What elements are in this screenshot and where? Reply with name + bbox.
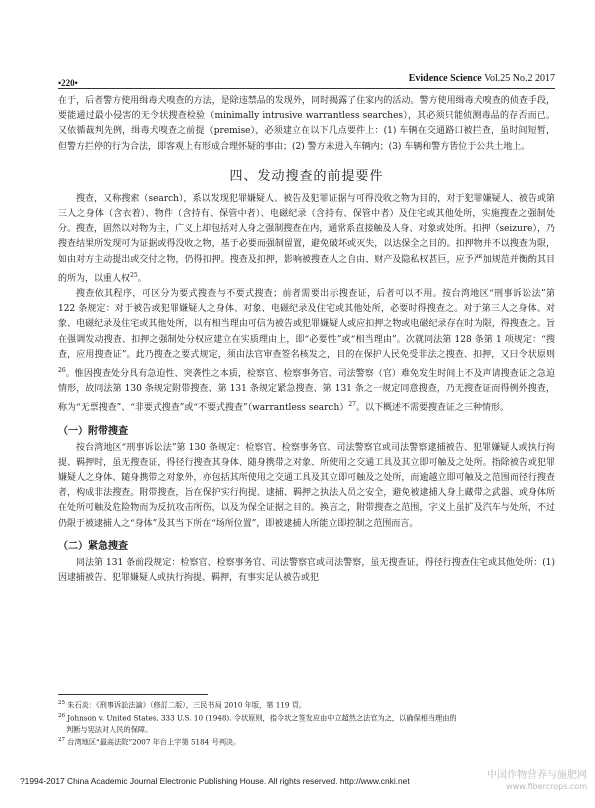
paragraph-incident-search: 按台湾地区“刑事诉讼法”第 130 条规定：检察官、检察事务官、司法警察官或司法警察逮捕被告、犯罪嫌疑人或执行拘提、羁押时，虽无搜查证，得径行搜查其身体、随身携带之对象、所使用之交通工具及其立即可触及之处所。指除被告或犯罪嫌疑人之身体、随身携带之对象外，亦包括其所使用之交通工具及其立即可触及之处所，而逾越立即可触及之范围而径行搜查者，构成非法搜查。附带搜查，旨在保护实行拘提、逮捕、羁押之执法人员之安全，避免被逮捕人身上藏带之武器、或身体所在处所可触及危险物而为反抗攻击所伤，以及为保全证据之目的。换言之，附带搜查之范围，字义上虽扩及汽车与处所，不过仍限于被逮捕人之“身体”及其当下所在“场所位置”，即被逮捕人所能立即控制之范围而言。 bbox=[58, 442, 555, 529]
site-watermark bbox=[487, 770, 587, 792]
paragraph-end: 。 bbox=[137, 273, 147, 284]
paragraph-text: 搜查，又称搜索（search），系以发现犯罪嫌疑人、被告及犯罪证据与可得没收之物为目的，对于犯罪嫌疑人、被告或第三人之身体（含衣着）、物件（含持有、保管中者）、电磁纪录（含持有、保管中者）及住宅或其他处所，实施搜查之强制处分。搜查，固然以对物为主，广义上却包括对人身之强制搜查在内，通常系直接触及人身、对象或处所。扣押（seizure），乃搜查结果所发现可为证据或得没收之物，基于必要而强制留置，避免破坏或灭失，以达保全之目的。扣押物并不以搜查为限，如由对方主动提出或交付之物，仍得扣押。搜查及扣押，影响被搜查人之自由、财产及隐私权甚巨，应予严加规范并衡酌其目的所为，以重人权 bbox=[58, 193, 555, 284]
journal-header bbox=[409, 73, 555, 84]
footnote-number: 25 bbox=[58, 700, 65, 706]
footnote-text: Johnson v. United States, 333 U.S. 10 (1948). 令状原则，指令状之签发应由中立超然之法官为之，以确保相当理由的 bbox=[67, 713, 457, 723]
footnote-number: 27 bbox=[58, 737, 65, 743]
footnote-25 bbox=[58, 698, 555, 711]
footnote-26 bbox=[58, 711, 555, 724]
header-divider bbox=[58, 88, 555, 89]
footnote-27 bbox=[58, 735, 555, 748]
watermark-url: www.fibercrops.com bbox=[506, 782, 587, 791]
footnote-ref-26[interactable]: 26 bbox=[58, 367, 66, 375]
paragraph-search-types bbox=[58, 287, 555, 417]
subsection-title-incident-search: （一）附带搜查 bbox=[58, 425, 128, 437]
footnote-number: 26 bbox=[58, 712, 65, 719]
page-number: •220• bbox=[58, 78, 78, 88]
footnotes bbox=[58, 698, 555, 748]
footnote-text: 台湾地区“最高法院”2007 年台上字第 5184 号判决。 bbox=[67, 737, 241, 747]
paragraph-search-definition bbox=[58, 192, 555, 287]
copyright-notice: ?1994-2017 China Academic Journal Electronic Publishing House. All rights reserved. http://www.cnki.net bbox=[20, 776, 410, 786]
footnote-divider bbox=[58, 694, 208, 695]
section-title: 四、发动搜查的前提要件 bbox=[229, 168, 384, 184]
subsection-title-emergency-search: （二）紧急搜查 bbox=[58, 540, 128, 552]
footnote-26-continued: 判断与宪法对人民的保障。 bbox=[66, 724, 153, 734]
paragraph-text: 搜查依其程序，可区分为要式搜查与不要式搜查；前者需要出示搜查证，后者可以不用。按台湾地区“刑事诉讼法”第 122 条规定：对于被告或犯罪嫌疑人之身体、对象、电磁纪录及住宅或其他处所，必要时得搜查之。对于第三人之身体、对象、电磁纪录及住宅或其他处所，以有相当理由可信为被告或犯罪嫌疑人或应扣押之物或电磁纪录存在时为限，得搜查之。旨在强调发动搜查、扣押之强制处分权应建立在实质理由上，即“必要性”或“相当理由”。次就同法第 128 条第 1 项规定：“搜查，应用搜查证”。此乃搜查之要式规定，须由法官审查签名核发之，目的在保护人民免受非法之搜查、扣押，又曰令状原则 bbox=[58, 289, 555, 360]
footnote-ref-27[interactable]: 27 bbox=[348, 401, 356, 409]
journal-name: Evidence Science bbox=[408, 73, 482, 84]
watermark-title: 中国作物营养与施肥网 bbox=[487, 770, 587, 781]
journal-volume: Vol.25 No.2 2017 bbox=[484, 73, 555, 84]
paragraph-end: 。以下概述不需要搜查证之三种情形。 bbox=[355, 403, 509, 414]
paragraph-emergency-search: 同法第 131 条前段规定：检察官、检察事务官、司法警察官或司法警察，虽无搜查证，得径行搜查住宅或其他处所：(1) 因逮捕被告、犯罪嫌疑人或执行拘提、羁押，有事实足认被告或犯 bbox=[58, 557, 555, 584]
paragraph-text: 。惟因搜查处分具有急迫性、突袭性之本质，检察官、检察事务官、司法警察（官）难免发生时间上不及声请搜查证之急迫情形，故同法第 130 条规定附带搜查、第 131 条规定紧急搜查、第 131 条之一规定同意搜查，乃无搜查证而得例外搜查，称为“无票搜查”、“非要式搜查”或“不要式搜查”（warrantless search） bbox=[58, 369, 555, 414]
footnote-text: 朱石炎：《刑事诉訟法論》（修訂二版），三民书局 2010 年版，第 119 頁。 bbox=[67, 700, 307, 710]
article-body bbox=[58, 94, 555, 586]
paragraph-continued: 在于，后者警方使用缉毒犬嗅查的方法，是除违禁品的发现外，同时揭露了住家内的活动。警方使用缉毒犬嗅查的侦查手段，要能通过最小侵害的无令状搜查检验（minimally intrusive warrantless searches），其必须只能侦测毒品的存否而已。又依循裁判先例，缉毒犬嗅查之前提（premise），必须建立在以下几点要件上：(1) 车辆在交通路口被拦查，虽时间短暂，但警方拦停的行为合法，即客观上有形成合理怀疑的事由；(2) 警方未进入车辆内；(3) 车辆和警方皆位于公共土地上。 bbox=[58, 96, 555, 152]
footnote-ref-25[interactable]: 25 bbox=[130, 271, 138, 279]
